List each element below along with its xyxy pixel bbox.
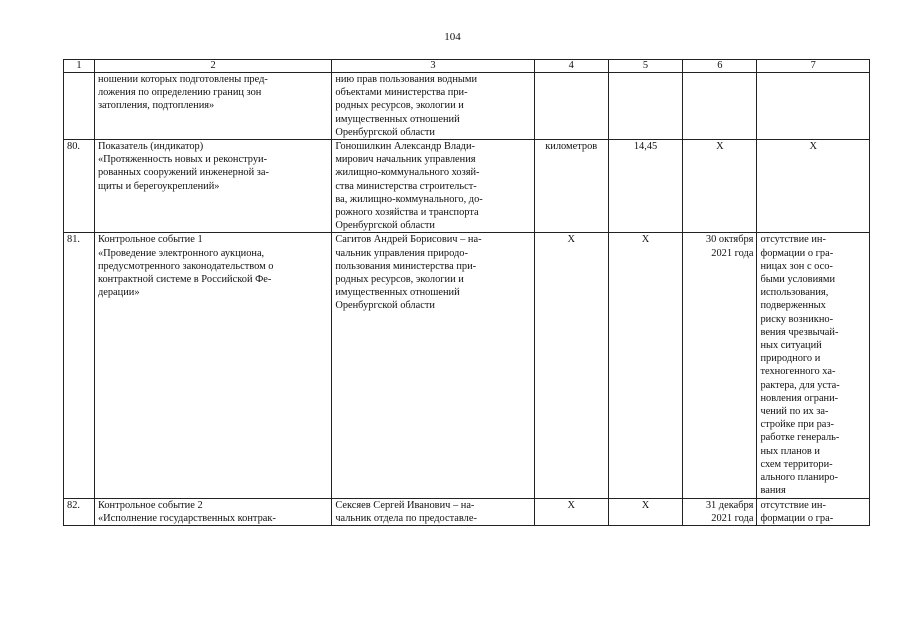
table-row — [64, 140, 870, 233]
column-header: 3 — [332, 60, 534, 73]
unit-cell: Х — [534, 233, 608, 498]
row-number: 81. — [64, 233, 95, 498]
date-cell: Х — [683, 140, 757, 233]
column-header: 7 — [757, 60, 870, 73]
date-cell: 30 октября 2021 года — [683, 233, 757, 498]
responsible-person: Сагитов Андрей Борисович – на- чальник управления природо- пользования министерства при- родных ресурсов, экологии и имущественных отношений Оренбургской области — [332, 233, 534, 498]
row-number — [64, 73, 95, 140]
unit-cell: Х — [534, 498, 608, 525]
note-cell: отсутствие ин- формации о гра- — [757, 498, 870, 525]
responsible-person: нию прав пользования водными объектами министерства при- родных ресурсов, экологии и имущественных отношений Оренбургской области — [332, 73, 534, 140]
row-number: 82. — [64, 498, 95, 525]
table-row — [64, 233, 870, 498]
value-cell: 14,45 — [608, 140, 682, 233]
row-number: 80. — [64, 140, 95, 233]
event-name: ношении которых подготовлены пред- ложения по определению границ зон затопления, подтопления» — [94, 73, 331, 140]
column-header: 1 — [64, 60, 95, 73]
responsible-person: Сексяев Сергей Иванович – на- чальник отдела по предоставле- — [332, 498, 534, 525]
note-cell: отсутствие ин- формации о гра- ницах зон с осо- быми условиями использования, подверженных риску возникно- вения чрезвычай- ных ситуаций природного и техногенного ха- рактера, для уста- новления ограни- чений по их за- стройке при раз- работке генераль- ных планов и схем территори- ального планиро- вания — [757, 233, 870, 498]
date-cell: 31 декабря 2021 года — [683, 498, 757, 525]
value-cell — [608, 73, 682, 140]
header-row — [64, 60, 870, 73]
page-number: 104 — [444, 31, 461, 43]
value-cell: Х — [608, 233, 682, 498]
column-header: 5 — [608, 60, 682, 73]
table-row — [64, 498, 870, 525]
date-cell — [683, 73, 757, 140]
column-header: 4 — [534, 60, 608, 73]
plan-table — [63, 59, 870, 526]
value-cell: Х — [608, 498, 682, 525]
unit-cell: километров — [534, 140, 608, 233]
column-header: 2 — [94, 60, 331, 73]
table-row — [64, 73, 870, 140]
note-cell: Х — [757, 140, 870, 233]
column-header: 6 — [683, 60, 757, 73]
responsible-person: Гоношилкин Александр Влади- мирович начальник управления жилищно-коммунального хозяй- ства министерства строительст- ва, жилищно-коммунального, до- рожного хозяйства и транспорта Оренбургской области — [332, 140, 534, 233]
event-name: Контрольное событие 1 «Проведение электронного аукциона, предусмотренного законодательством о контрактной системе в Российской Фе- дерации» — [94, 233, 331, 498]
event-name: Контрольное событие 2 «Исполнение государственных контрак- — [94, 498, 331, 525]
event-name: Показатель (индикатор) «Протяженность новых и реконструи- рованных сооружений инженерной за- щиты и берегоукреплений» — [94, 140, 331, 233]
note-cell — [757, 73, 870, 140]
unit-cell — [534, 73, 608, 140]
